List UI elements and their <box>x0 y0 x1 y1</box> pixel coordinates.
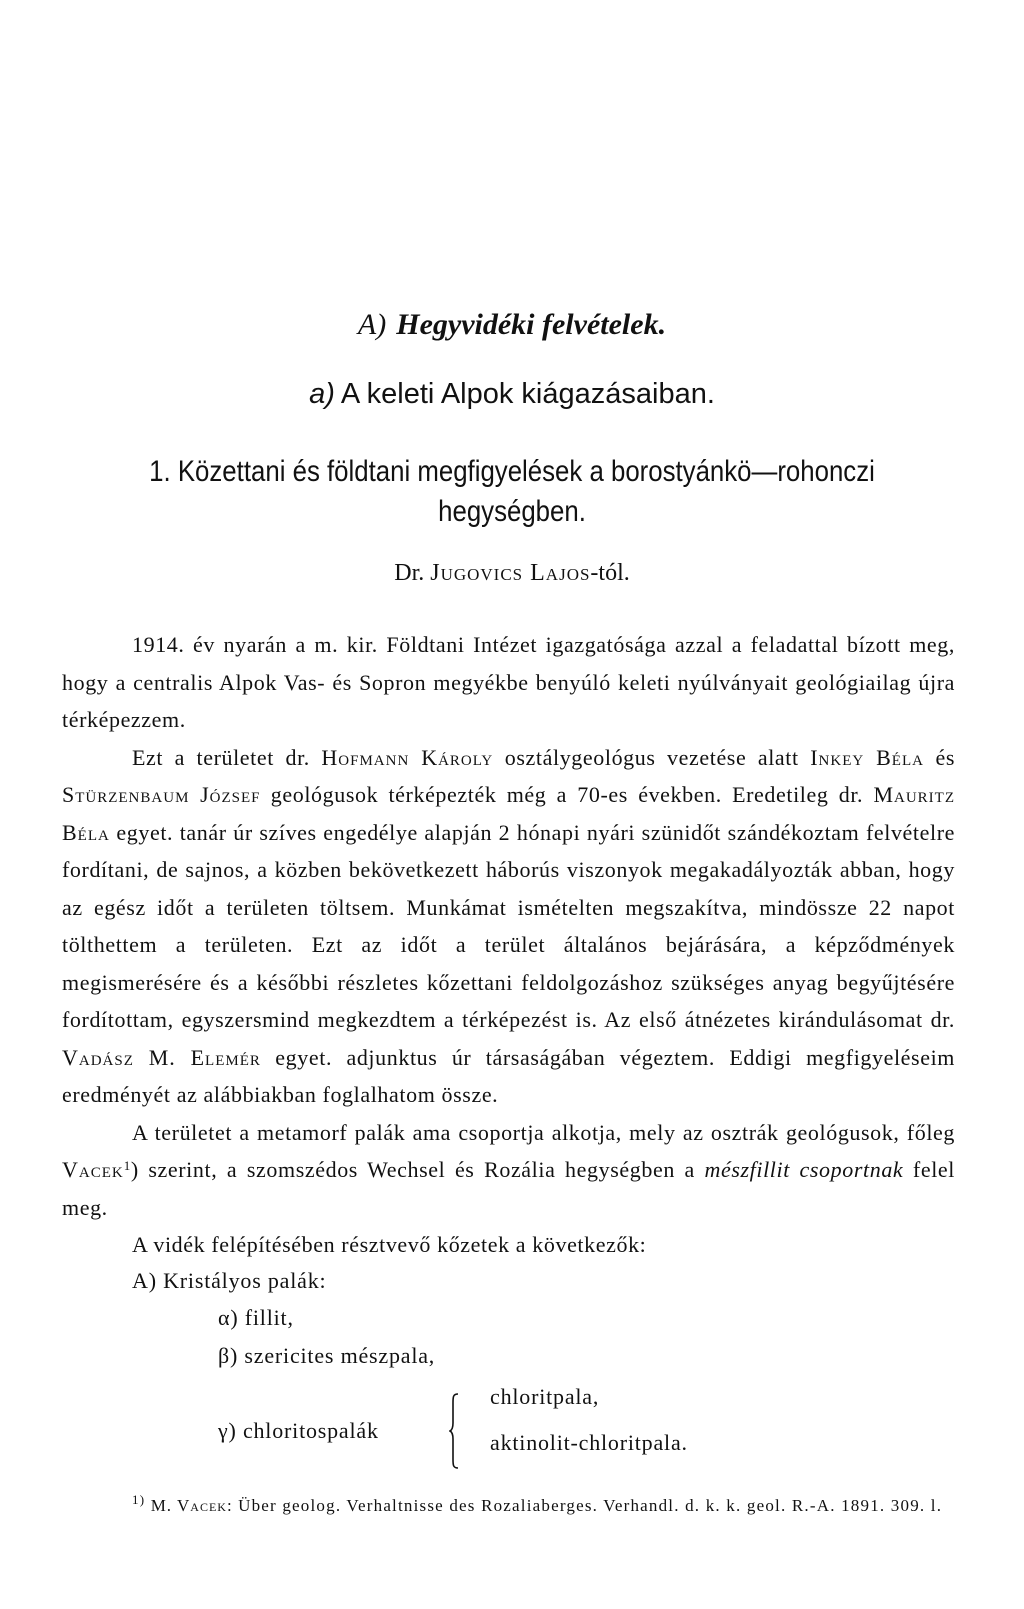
list-subitem-chloritpala: chloritpala, <box>490 1384 600 1409</box>
person-name: Hofmann Károly <box>321 744 494 770</box>
article-title-line-2: hegységben. <box>438 495 586 528</box>
article-title-text-1: Közettani és földtani megfigyelések a borostyánkö—rohonczi <box>177 455 875 488</box>
list-group-a: A) Kristályos palák: <box>132 1268 327 1293</box>
author-name: Jugovics Lajos <box>430 560 591 586</box>
article-title-line-1 <box>72 452 953 492</box>
person-name: Vadász M. Elemér <box>62 1044 261 1070</box>
paragraph-2 <box>62 739 955 1114</box>
section-heading <box>0 308 1024 342</box>
subsection-title: A keleti Alpok kiágazásaiban. <box>340 378 715 410</box>
article-title <box>72 452 953 532</box>
list-subitem-aktinolit: aktinolit-chloritpala. <box>490 1430 688 1455</box>
section-title: Hegyvidéki felvételek. <box>396 308 667 341</box>
footnote-author: M. Vacek: <box>150 1496 233 1515</box>
list-item-alpha: α) fillit, <box>218 1305 294 1330</box>
subsection-heading <box>0 378 1024 411</box>
p2-text-a: Ezt a területet dr. <box>132 744 322 770</box>
footnote-marker: 1) <box>132 1492 146 1507</box>
list-item-beta: β) szericites mészpala, <box>218 1343 436 1368</box>
footnote-ref[interactable]: 1 <box>123 1158 131 1173</box>
paragraph-4: A vidék felépítésében résztvevő kőzetek a következők: <box>132 1232 647 1257</box>
p3-text-c: felel meg. <box>62 1157 955 1220</box>
p3-text-b: ) szerint, a szomszédos Wechsel és Rozália hegységben a <box>130 1157 705 1182</box>
author-prefix: Dr. <box>394 560 425 586</box>
body-text <box>62 626 955 1264</box>
list-item-gamma: γ) chloritospalák <box>218 1418 379 1443</box>
footnote <box>62 1490 955 1522</box>
person-name: Stürzenbaum József <box>62 782 261 807</box>
article-number: 1. <box>149 455 171 488</box>
person-name: Mauritz Béla <box>62 782 955 845</box>
p2-text-b: osztálygeológus vezetése alatt <box>493 744 811 770</box>
p2-text-e: egyet. tanár úr szíves engedélye alapján 2 hónapi nyári szünidőt szándékoztam felvételre fordítani, de sajnos, a közben bekövetkezett háborús viszonyok megakadályozták abban, hogy az egész időt a területen töltsem. Munkámat ismételten megszakítva, mindössze 22 napot tölthettem a területen. Ezt az időt a terület általános bejárására, a képződmények megismerésére és a későbbi részletes kőzettani feldolgozáshoz szükséges anyag begyűjtésére fordítottam, egyszersmind megkezdtem a térképezést is. Az első átnézetes kirándulásomat dr. <box>62 819 955 1032</box>
section-label: A) <box>357 308 387 341</box>
p2-text-c: és <box>923 744 955 770</box>
person-name: Inkey Béla <box>810 744 924 770</box>
subsection-label: a) <box>309 378 335 410</box>
footnote-body: Über geolog. Verhaltnisse des Rozaliaberges. Verhandl. d. k. k. geol. R.-A. 1891. 309. l. <box>232 1496 943 1515</box>
person-name: Vacek <box>62 1157 124 1182</box>
p2-text-d: geológusok térképezték még a 70-es években. Eredetileg dr. <box>260 782 874 807</box>
paragraph-3 <box>62 1114 955 1227</box>
curly-brace <box>449 1393 459 1469</box>
paragraph-1: 1914. év nyarán a m. kir. Földtani Intézet igazgatósága azzal a feladattal bízott meg, hogy a centralis Alpok Vas- és Sopron megyékbe benyúló keleti nyúlványait geológiailag újra térképezzem. <box>62 632 955 732</box>
p3-text-a: A területet a metamorf palák ama csoportja alkotja, mely az osztrák geológusok, főleg <box>132 1119 955 1145</box>
footnote-text <box>62 1490 955 1522</box>
p3-italic-term: mészfillit csoportnak <box>704 1157 904 1182</box>
author-suffix: -tól. <box>590 560 630 586</box>
author-line <box>0 560 1024 587</box>
p2-text-f: egyet. adjunktus úr társaságában végeztem. Eddigi megfigyeléseim eredményét az alábbiakban foglalhatom össze. <box>62 1044 955 1107</box>
